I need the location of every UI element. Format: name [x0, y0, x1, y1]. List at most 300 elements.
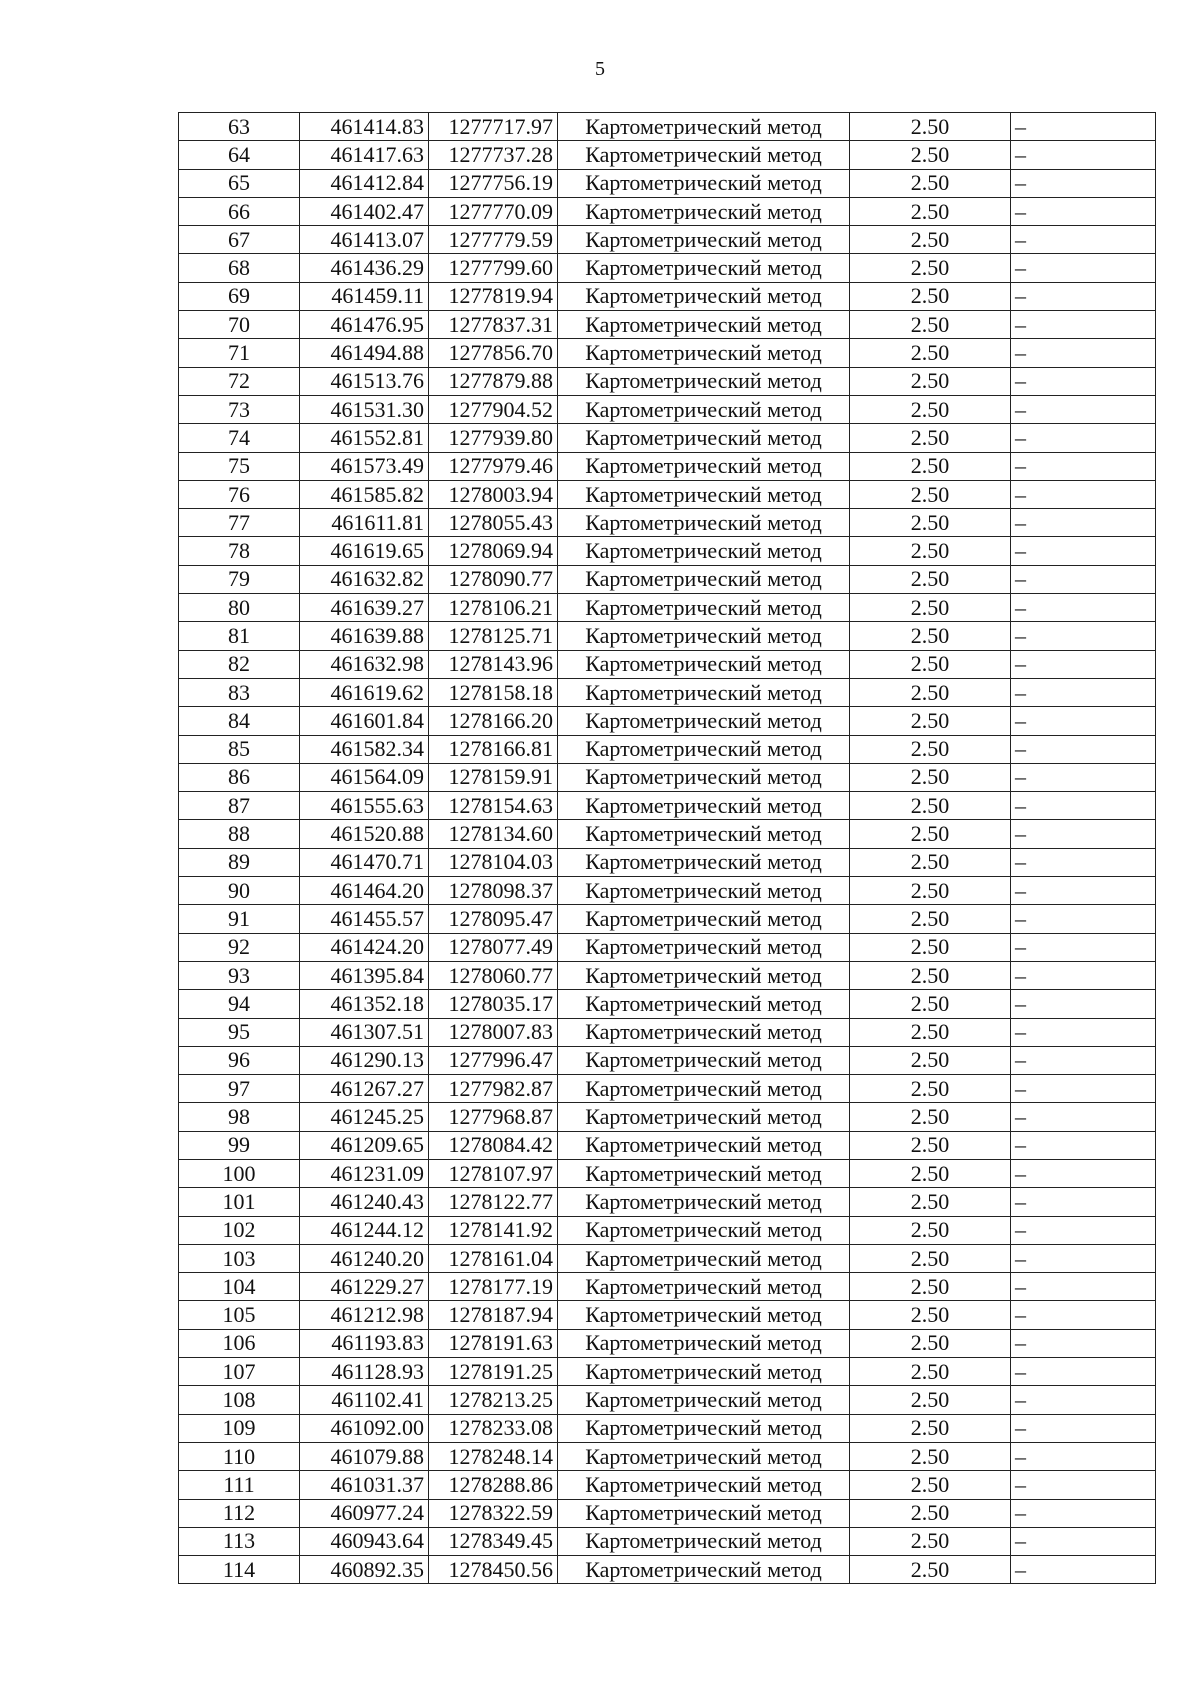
- point-number-cell: 80: [179, 594, 300, 622]
- accuracy-cell: 2.50: [850, 1075, 1011, 1103]
- y-coordinate-cell: 1278007.83: [429, 1018, 558, 1046]
- x-coordinate-cell: 461307.51: [300, 1018, 429, 1046]
- y-coordinate-cell: 1277939.80: [429, 424, 558, 452]
- y-coordinate-cell: 1278134.60: [429, 820, 558, 848]
- method-cell: Картометрический метод: [558, 735, 850, 763]
- method-cell: Картометрический метод: [558, 1075, 850, 1103]
- y-coordinate-cell: 1278166.81: [429, 735, 558, 763]
- method-cell: Картометрический метод: [558, 650, 850, 678]
- accuracy-cell: 2.50: [850, 197, 1011, 225]
- x-coordinate-cell: 461585.82: [300, 480, 429, 508]
- accuracy-cell: 2.50: [850, 1301, 1011, 1329]
- accuracy-cell: 2.50: [850, 565, 1011, 593]
- x-coordinate-cell: 461267.27: [300, 1075, 429, 1103]
- accuracy-cell: 2.50: [850, 961, 1011, 989]
- description-cell: –: [1011, 792, 1156, 820]
- description-cell: –: [1011, 961, 1156, 989]
- point-number-cell: 105: [179, 1301, 300, 1329]
- method-cell: Картометрический метод: [558, 1046, 850, 1074]
- method-cell: Картометрический метод: [558, 1556, 850, 1584]
- method-cell: Картометрический метод: [558, 367, 850, 395]
- description-cell: –: [1011, 594, 1156, 622]
- x-coordinate-cell: 461413.07: [300, 226, 429, 254]
- description-cell: –: [1011, 141, 1156, 169]
- y-coordinate-cell: 1278450.56: [429, 1556, 558, 1584]
- method-cell: Картометрический метод: [558, 311, 850, 339]
- table-row: [179, 905, 1156, 933]
- table-row: [179, 1188, 1156, 1216]
- accuracy-cell: 2.50: [850, 282, 1011, 310]
- accuracy-cell: 2.50: [850, 1556, 1011, 1584]
- point-number-cell: 77: [179, 509, 300, 537]
- point-number-cell: 101: [179, 1188, 300, 1216]
- point-number-cell: 90: [179, 877, 300, 905]
- accuracy-cell: 2.50: [850, 877, 1011, 905]
- method-cell: Картометрический метод: [558, 1216, 850, 1244]
- method-cell: Картометрический метод: [558, 1329, 850, 1357]
- accuracy-cell: 2.50: [850, 1329, 1011, 1357]
- y-coordinate-cell: 1278191.25: [429, 1358, 558, 1386]
- x-coordinate-cell: 461520.88: [300, 820, 429, 848]
- description-cell: –: [1011, 1273, 1156, 1301]
- method-cell: Картометрический метод: [558, 1018, 850, 1046]
- accuracy-cell: 2.50: [850, 1159, 1011, 1187]
- y-coordinate-cell: 1277996.47: [429, 1046, 558, 1074]
- description-cell: –: [1011, 1442, 1156, 1470]
- y-coordinate-cell: 1277717.97: [429, 113, 558, 141]
- accuracy-cell: 2.50: [850, 226, 1011, 254]
- x-coordinate-cell: 461212.98: [300, 1301, 429, 1329]
- x-coordinate-cell: 461209.65: [300, 1131, 429, 1159]
- x-coordinate-cell: 461245.25: [300, 1103, 429, 1131]
- x-coordinate-cell: 461436.29: [300, 254, 429, 282]
- method-cell: Картометрический метод: [558, 1414, 850, 1442]
- description-cell: –: [1011, 678, 1156, 706]
- table-row: [179, 1244, 1156, 1272]
- accuracy-cell: 2.50: [850, 933, 1011, 961]
- point-number-cell: 81: [179, 622, 300, 650]
- x-coordinate-cell: 461601.84: [300, 707, 429, 735]
- x-coordinate-cell: 461193.83: [300, 1329, 429, 1357]
- method-cell: Картометрический метод: [558, 113, 850, 141]
- method-cell: Картометрический метод: [558, 707, 850, 735]
- method-cell: Картометрический метод: [558, 452, 850, 480]
- description-cell: –: [1011, 1556, 1156, 1584]
- table-row: [179, 707, 1156, 735]
- point-number-cell: 104: [179, 1273, 300, 1301]
- method-cell: Картометрический метод: [558, 1188, 850, 1216]
- x-coordinate-cell: 461632.98: [300, 650, 429, 678]
- accuracy-cell: 2.50: [850, 905, 1011, 933]
- table-row: [179, 254, 1156, 282]
- x-coordinate-cell: 461582.34: [300, 735, 429, 763]
- point-number-cell: 92: [179, 933, 300, 961]
- point-number-cell: 72: [179, 367, 300, 395]
- accuracy-cell: 2.50: [850, 424, 1011, 452]
- method-cell: Картометрический метод: [558, 622, 850, 650]
- method-cell: Картометрический метод: [558, 282, 850, 310]
- method-cell: Картометрический метод: [558, 792, 850, 820]
- description-cell: –: [1011, 339, 1156, 367]
- y-coordinate-cell: 1277756.19: [429, 169, 558, 197]
- table-row: [179, 509, 1156, 537]
- accuracy-cell: 2.50: [850, 480, 1011, 508]
- x-coordinate-cell: 461128.93: [300, 1358, 429, 1386]
- method-cell: Картометрический метод: [558, 933, 850, 961]
- y-coordinate-cell: 1277819.94: [429, 282, 558, 310]
- x-coordinate-cell: 461459.11: [300, 282, 429, 310]
- y-coordinate-cell: 1278143.96: [429, 650, 558, 678]
- description-cell: –: [1011, 820, 1156, 848]
- accuracy-cell: 2.50: [850, 1358, 1011, 1386]
- table-row: [179, 282, 1156, 310]
- point-number-cell: 66: [179, 197, 300, 225]
- table-row: [179, 1527, 1156, 1555]
- method-cell: Картометрический метод: [558, 1527, 850, 1555]
- point-number-cell: 87: [179, 792, 300, 820]
- x-coordinate-cell: 461102.41: [300, 1386, 429, 1414]
- y-coordinate-cell: 1277968.87: [429, 1103, 558, 1131]
- x-coordinate-cell: 461494.88: [300, 339, 429, 367]
- description-cell: –: [1011, 848, 1156, 876]
- x-coordinate-cell: 461611.81: [300, 509, 429, 537]
- y-coordinate-cell: 1278107.97: [429, 1159, 558, 1187]
- description-cell: –: [1011, 226, 1156, 254]
- accuracy-cell: 2.50: [850, 594, 1011, 622]
- description-cell: –: [1011, 254, 1156, 282]
- description-cell: –: [1011, 1131, 1156, 1159]
- point-number-cell: 107: [179, 1358, 300, 1386]
- table-row: [179, 1046, 1156, 1074]
- method-cell: Картометрический метод: [558, 820, 850, 848]
- accuracy-cell: 2.50: [850, 820, 1011, 848]
- y-coordinate-cell: 1278095.47: [429, 905, 558, 933]
- y-coordinate-cell: 1278077.49: [429, 933, 558, 961]
- point-number-cell: 97: [179, 1075, 300, 1103]
- x-coordinate-cell: 461031.37: [300, 1471, 429, 1499]
- x-coordinate-cell: 461513.76: [300, 367, 429, 395]
- description-cell: –: [1011, 990, 1156, 1018]
- description-cell: –: [1011, 707, 1156, 735]
- x-coordinate-cell: 461632.82: [300, 565, 429, 593]
- point-number-cell: 98: [179, 1103, 300, 1131]
- point-number-cell: 100: [179, 1159, 300, 1187]
- y-coordinate-cell: 1278248.14: [429, 1442, 558, 1470]
- method-cell: Картометрический метод: [558, 537, 850, 565]
- table-row: [179, 792, 1156, 820]
- method-cell: Картометрический метод: [558, 1358, 850, 1386]
- description-cell: –: [1011, 735, 1156, 763]
- point-number-cell: 73: [179, 395, 300, 423]
- description-cell: –: [1011, 1358, 1156, 1386]
- accuracy-cell: 2.50: [850, 1244, 1011, 1272]
- x-coordinate-cell: 461244.12: [300, 1216, 429, 1244]
- description-cell: –: [1011, 565, 1156, 593]
- table-row: [179, 339, 1156, 367]
- x-coordinate-cell: 461229.27: [300, 1273, 429, 1301]
- y-coordinate-cell: 1278158.18: [429, 678, 558, 706]
- description-cell: –: [1011, 169, 1156, 197]
- accuracy-cell: 2.50: [850, 1527, 1011, 1555]
- description-cell: –: [1011, 282, 1156, 310]
- description-cell: –: [1011, 1075, 1156, 1103]
- table-row: [179, 197, 1156, 225]
- accuracy-cell: 2.50: [850, 311, 1011, 339]
- table-row: [179, 565, 1156, 593]
- table-row: [179, 395, 1156, 423]
- description-cell: –: [1011, 197, 1156, 225]
- table-row: [179, 1301, 1156, 1329]
- point-number-cell: 109: [179, 1414, 300, 1442]
- page-number: 5: [595, 58, 605, 80]
- y-coordinate-cell: 1277879.88: [429, 367, 558, 395]
- description-cell: –: [1011, 1329, 1156, 1357]
- y-coordinate-cell: 1277856.70: [429, 339, 558, 367]
- y-coordinate-cell: 1277904.52: [429, 395, 558, 423]
- accuracy-cell: 2.50: [850, 1414, 1011, 1442]
- point-number-cell: 84: [179, 707, 300, 735]
- description-cell: –: [1011, 650, 1156, 678]
- method-cell: Картометрический метод: [558, 1159, 850, 1187]
- accuracy-cell: 2.50: [850, 339, 1011, 367]
- method-cell: Картометрический метод: [558, 395, 850, 423]
- table-row: [179, 763, 1156, 791]
- y-coordinate-cell: 1278104.03: [429, 848, 558, 876]
- description-cell: –: [1011, 1386, 1156, 1414]
- x-coordinate-cell: 461412.84: [300, 169, 429, 197]
- description-cell: –: [1011, 1046, 1156, 1074]
- table-row: [179, 1499, 1156, 1527]
- description-cell: –: [1011, 877, 1156, 905]
- accuracy-cell: 2.50: [850, 1046, 1011, 1074]
- point-number-cell: 91: [179, 905, 300, 933]
- y-coordinate-cell: 1277837.31: [429, 311, 558, 339]
- accuracy-cell: 2.50: [850, 169, 1011, 197]
- x-coordinate-cell: 461092.00: [300, 1414, 429, 1442]
- x-coordinate-cell: 461573.49: [300, 452, 429, 480]
- method-cell: Картометрический метод: [558, 254, 850, 282]
- table-row: [179, 820, 1156, 848]
- y-coordinate-cell: 1278125.71: [429, 622, 558, 650]
- x-coordinate-cell: 461619.62: [300, 678, 429, 706]
- y-coordinate-cell: 1278106.21: [429, 594, 558, 622]
- description-cell: –: [1011, 905, 1156, 933]
- description-cell: –: [1011, 1018, 1156, 1046]
- y-coordinate-cell: 1278166.20: [429, 707, 558, 735]
- table-row: [179, 1103, 1156, 1131]
- x-coordinate-cell: 461464.20: [300, 877, 429, 905]
- accuracy-cell: 2.50: [850, 452, 1011, 480]
- accuracy-cell: 2.50: [850, 848, 1011, 876]
- method-cell: Картометрический метод: [558, 509, 850, 537]
- y-coordinate-cell: 1278349.45: [429, 1527, 558, 1555]
- y-coordinate-cell: 1278060.77: [429, 961, 558, 989]
- table-row: [179, 622, 1156, 650]
- accuracy-cell: 2.50: [850, 735, 1011, 763]
- method-cell: Картометрический метод: [558, 339, 850, 367]
- x-coordinate-cell: 461619.65: [300, 537, 429, 565]
- description-cell: –: [1011, 622, 1156, 650]
- y-coordinate-cell: 1278090.77: [429, 565, 558, 593]
- x-coordinate-cell: 461455.57: [300, 905, 429, 933]
- description-cell: –: [1011, 424, 1156, 452]
- y-coordinate-cell: 1278003.94: [429, 480, 558, 508]
- method-cell: Картометрический метод: [558, 990, 850, 1018]
- accuracy-cell: 2.50: [850, 707, 1011, 735]
- y-coordinate-cell: 1278322.59: [429, 1499, 558, 1527]
- accuracy-cell: 2.50: [850, 395, 1011, 423]
- y-coordinate-cell: 1278177.19: [429, 1273, 558, 1301]
- table-row: [179, 1386, 1156, 1414]
- table-row: [179, 1471, 1156, 1499]
- x-coordinate-cell: 461424.20: [300, 933, 429, 961]
- accuracy-cell: 2.50: [850, 1018, 1011, 1046]
- accuracy-cell: 2.50: [850, 1216, 1011, 1244]
- method-cell: Картометрический метод: [558, 1301, 850, 1329]
- table-row: [179, 169, 1156, 197]
- table-row: [179, 311, 1156, 339]
- accuracy-cell: 2.50: [850, 1471, 1011, 1499]
- point-number-cell: 110: [179, 1442, 300, 1470]
- method-cell: Картометрический метод: [558, 169, 850, 197]
- point-number-cell: 65: [179, 169, 300, 197]
- accuracy-cell: 2.50: [850, 678, 1011, 706]
- description-cell: –: [1011, 480, 1156, 508]
- method-cell: Картометрический метод: [558, 1442, 850, 1470]
- point-number-cell: 102: [179, 1216, 300, 1244]
- method-cell: Картометрический метод: [558, 594, 850, 622]
- point-number-cell: 111: [179, 1471, 300, 1499]
- method-cell: Картометрический метод: [558, 678, 850, 706]
- table-row: [179, 424, 1156, 452]
- table-row: [179, 1018, 1156, 1046]
- method-cell: Картометрический метод: [558, 1273, 850, 1301]
- point-number-cell: 94: [179, 990, 300, 1018]
- method-cell: Картометрический метод: [558, 565, 850, 593]
- x-coordinate-cell: 461552.81: [300, 424, 429, 452]
- y-coordinate-cell: 1277737.28: [429, 141, 558, 169]
- description-cell: –: [1011, 452, 1156, 480]
- description-cell: –: [1011, 1499, 1156, 1527]
- point-number-cell: 64: [179, 141, 300, 169]
- description-cell: –: [1011, 509, 1156, 537]
- y-coordinate-cell: 1278122.77: [429, 1188, 558, 1216]
- method-cell: Картометрический метод: [558, 961, 850, 989]
- point-number-cell: 108: [179, 1386, 300, 1414]
- y-coordinate-cell: 1278161.04: [429, 1244, 558, 1272]
- method-cell: Картометрический метод: [558, 877, 850, 905]
- x-coordinate-cell: 461352.18: [300, 990, 429, 1018]
- x-coordinate-cell: 461231.09: [300, 1159, 429, 1187]
- point-number-cell: 89: [179, 848, 300, 876]
- description-cell: –: [1011, 1527, 1156, 1555]
- description-cell: –: [1011, 113, 1156, 141]
- table-row: [179, 1131, 1156, 1159]
- point-number-cell: 74: [179, 424, 300, 452]
- point-number-cell: 86: [179, 763, 300, 791]
- x-coordinate-cell: 461564.09: [300, 763, 429, 791]
- accuracy-cell: 2.50: [850, 141, 1011, 169]
- accuracy-cell: 2.50: [850, 990, 1011, 1018]
- table-row: [179, 1273, 1156, 1301]
- y-coordinate-cell: 1278159.91: [429, 763, 558, 791]
- table-row: [179, 1216, 1156, 1244]
- table-row: [179, 735, 1156, 763]
- accuracy-cell: 2.50: [850, 367, 1011, 395]
- description-cell: –: [1011, 367, 1156, 395]
- method-cell: Картометрический метод: [558, 480, 850, 508]
- table-row: [179, 961, 1156, 989]
- y-coordinate-cell: 1278213.25: [429, 1386, 558, 1414]
- point-number-cell: 99: [179, 1131, 300, 1159]
- x-coordinate-cell: 461414.83: [300, 113, 429, 141]
- table-row: [179, 452, 1156, 480]
- point-number-cell: 112: [179, 1499, 300, 1527]
- x-coordinate-cell: 460943.64: [300, 1527, 429, 1555]
- table-row: [179, 141, 1156, 169]
- accuracy-cell: 2.50: [850, 622, 1011, 650]
- x-coordinate-cell: 461240.43: [300, 1188, 429, 1216]
- y-coordinate-cell: 1278035.17: [429, 990, 558, 1018]
- accuracy-cell: 2.50: [850, 1386, 1011, 1414]
- accuracy-cell: 2.50: [850, 113, 1011, 141]
- point-number-cell: 69: [179, 282, 300, 310]
- description-cell: –: [1011, 1244, 1156, 1272]
- y-coordinate-cell: 1278191.63: [429, 1329, 558, 1357]
- coordinates-table-body: [179, 113, 1156, 1584]
- x-coordinate-cell: 460892.35: [300, 1556, 429, 1584]
- accuracy-cell: 2.50: [850, 650, 1011, 678]
- coordinates-table: [178, 112, 1156, 1584]
- table-row: [179, 480, 1156, 508]
- accuracy-cell: 2.50: [850, 1499, 1011, 1527]
- table-row: [179, 1358, 1156, 1386]
- table-row: [179, 848, 1156, 876]
- point-number-cell: 70: [179, 311, 300, 339]
- x-coordinate-cell: 461639.88: [300, 622, 429, 650]
- description-cell: –: [1011, 933, 1156, 961]
- y-coordinate-cell: 1278154.63: [429, 792, 558, 820]
- point-number-cell: 76: [179, 480, 300, 508]
- accuracy-cell: 2.50: [850, 1103, 1011, 1131]
- point-number-cell: 75: [179, 452, 300, 480]
- y-coordinate-cell: 1278141.92: [429, 1216, 558, 1244]
- table-row: [179, 877, 1156, 905]
- table-row: [179, 367, 1156, 395]
- y-coordinate-cell: 1277982.87: [429, 1075, 558, 1103]
- accuracy-cell: 2.50: [850, 763, 1011, 791]
- point-number-cell: 78: [179, 537, 300, 565]
- point-number-cell: 113: [179, 1527, 300, 1555]
- point-number-cell: 79: [179, 565, 300, 593]
- table-row: [179, 933, 1156, 961]
- y-coordinate-cell: 1277770.09: [429, 197, 558, 225]
- accuracy-cell: 2.50: [850, 792, 1011, 820]
- table-row: [179, 1075, 1156, 1103]
- description-cell: –: [1011, 1216, 1156, 1244]
- method-cell: Картометрический метод: [558, 141, 850, 169]
- y-coordinate-cell: 1278187.94: [429, 1301, 558, 1329]
- y-coordinate-cell: 1278084.42: [429, 1131, 558, 1159]
- x-coordinate-cell: 461639.27: [300, 594, 429, 622]
- x-coordinate-cell: 461417.63: [300, 141, 429, 169]
- y-coordinate-cell: 1278288.86: [429, 1471, 558, 1499]
- accuracy-cell: 2.50: [850, 1188, 1011, 1216]
- table-row: [179, 1414, 1156, 1442]
- description-cell: –: [1011, 1103, 1156, 1131]
- description-cell: –: [1011, 1414, 1156, 1442]
- table-row: [179, 1442, 1156, 1470]
